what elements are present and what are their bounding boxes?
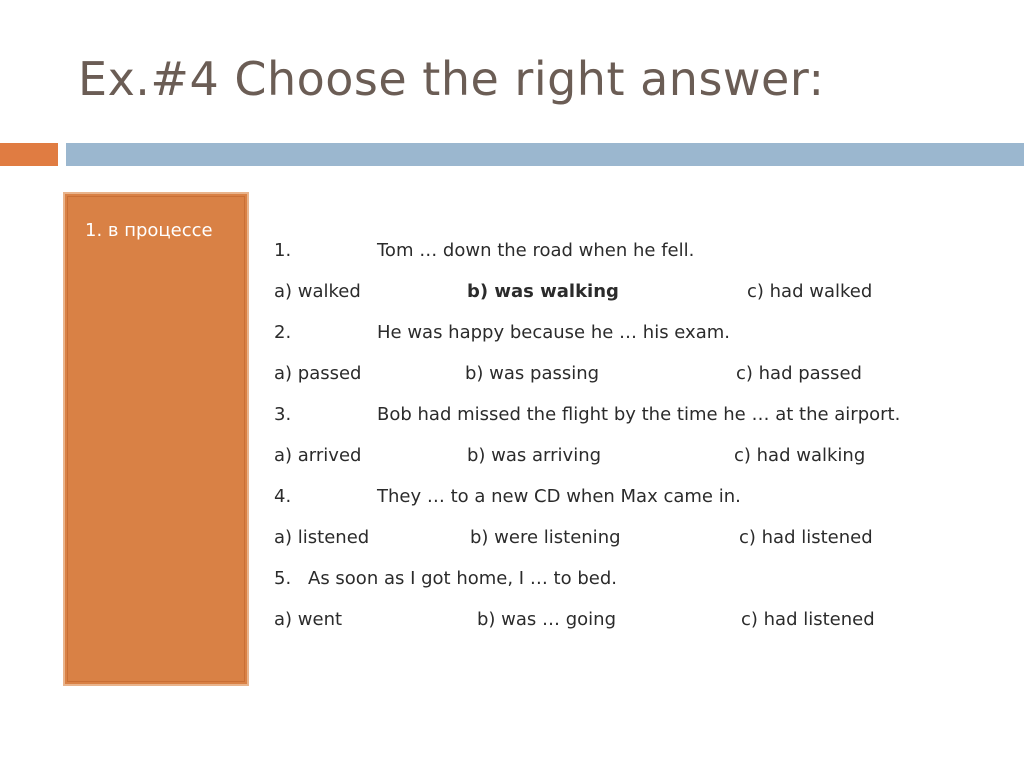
option-c: c) had listened [739,527,873,548]
accent-bar-blue [66,143,1024,166]
option-a: a) listened [274,527,370,548]
question-row [274,566,1004,607]
question-number: 1. [274,240,292,261]
options-row [274,279,1004,320]
question-number: 5. [274,568,292,589]
question-row [274,238,1004,279]
option-a: a) arrived [274,445,362,466]
option-b-correct: b) was walking [467,281,619,302]
option-a: a) went [274,609,343,630]
exercise-content [274,238,1004,648]
question-number: 2. [274,322,292,343]
side-panel [63,192,249,686]
question-row [274,320,1004,361]
accent-bar-orange [0,143,58,166]
option-c: c) had walked [747,281,873,302]
option-a: a) passed [274,363,362,384]
question-number: 4. [274,486,292,507]
question-text: He was happy because he … his exam. [377,322,730,343]
option-b: b) was passing [465,363,600,384]
side-panel-label: 1. в процессе [85,220,213,241]
question-row [274,484,1004,525]
question-text: They … to a new CD when Max came in. [377,486,741,507]
slide-title: Ex.#4 Choose the right answer: [78,52,825,106]
option-b: b) were listening [470,527,621,548]
option-a: a) walked [274,281,361,302]
option-c: c) had walking [734,445,866,466]
option-c: c) had passed [736,363,862,384]
question-number: 3. [274,404,292,425]
options-row [274,607,1004,648]
question-text: Bob had missed the flight by the time he … at the airport. [377,404,901,425]
option-c: c) had listened [741,609,875,630]
options-row [274,443,1004,484]
question-text: Tom … down the road when he fell. [377,240,695,261]
question-text: As soon as I got home, I … to bed. [308,568,617,589]
options-row [274,525,1004,566]
options-row [274,361,1004,402]
question-row [274,402,1004,443]
option-b: b) was … going [477,609,617,630]
option-b: b) was arriving [467,445,602,466]
